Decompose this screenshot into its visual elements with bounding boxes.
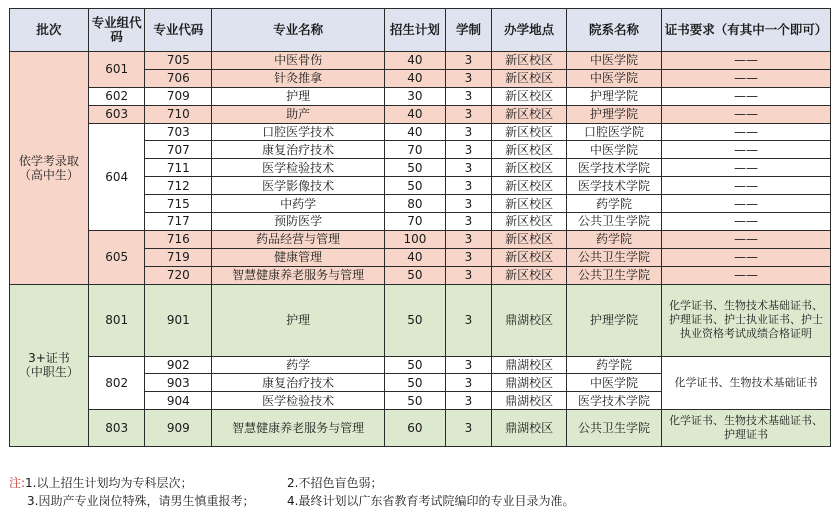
major-code: 705 [145, 52, 212, 70]
table-row [10, 52, 831, 70]
major-name: 口腔医学技术 [212, 123, 385, 141]
campus: 鼎湖校区 [492, 374, 567, 392]
major-name: 健康管理 [212, 248, 385, 266]
campus: 新区校区 [492, 69, 567, 87]
group-cell-601: 601 [88, 52, 145, 88]
dept: 药学院 [567, 195, 662, 213]
campus: 新区校区 [492, 230, 567, 248]
cert: —— [662, 69, 831, 87]
campus: 鼎湖校区 [492, 392, 567, 410]
major-code: 909 [145, 410, 212, 447]
campus: 新区校区 [492, 266, 567, 284]
years: 3 [445, 159, 492, 177]
table-row [10, 105, 831, 123]
years: 3 [445, 266, 492, 284]
campus: 鼎湖校区 [492, 410, 567, 447]
table-row [10, 410, 831, 447]
campus: 新区校区 [492, 248, 567, 266]
plan-count: 40 [385, 52, 446, 70]
header-campus: 办学地点 [492, 9, 567, 52]
dept: 药学院 [567, 230, 662, 248]
cert: 化学证书、生物技术基础证书、护理证书、护士执业证书、护士执业资格考试成绩合格证明 [662, 284, 831, 356]
major-name: 智慧健康养老服务与管理 [212, 266, 385, 284]
years: 3 [445, 87, 492, 105]
table-row [10, 284, 831, 356]
major-code: 719 [145, 248, 212, 266]
footnotes [9, 474, 575, 510]
cert: —— [662, 266, 831, 284]
years: 3 [445, 69, 492, 87]
years: 3 [445, 141, 492, 159]
cert: —— [662, 123, 831, 141]
major-name: 护理 [212, 284, 385, 356]
dept: 医学技术学院 [567, 392, 662, 410]
campus: 鼎湖校区 [492, 284, 567, 356]
enrollment-plan-table [9, 8, 831, 447]
campus: 新区校区 [492, 213, 567, 231]
campus: 新区校区 [492, 105, 567, 123]
table-row [10, 230, 831, 248]
years: 3 [445, 248, 492, 266]
header-dept: 院系名称 [567, 9, 662, 52]
header-plan: 招生计划 [385, 9, 446, 52]
group-cell-803: 803 [88, 410, 145, 447]
footnote-line-1 [9, 474, 383, 492]
footnote-line-2 [9, 492, 575, 510]
plan-count: 50 [385, 159, 446, 177]
plan-count: 50 [385, 284, 446, 356]
major-name: 中药学 [212, 195, 385, 213]
dept: 中医学院 [567, 141, 662, 159]
major-code: 901 [145, 284, 212, 356]
plan-count: 30 [385, 87, 446, 105]
dept: 公共卫生学院 [567, 248, 662, 266]
header-row [10, 9, 831, 52]
major-code: 715 [145, 195, 212, 213]
header-years: 学制 [445, 9, 492, 52]
note-2: 2.不招色盲色弱； [287, 476, 383, 490]
plan-count: 50 [385, 356, 446, 374]
group-cell-602: 602 [88, 87, 145, 105]
note-4: 4.最终计划以广东省教育考试院编印的专业目录为准。 [287, 494, 575, 508]
major-name: 智慧健康养老服务与管理 [212, 410, 385, 447]
batch-cell-zhongzhi: 3+证书（中职生） [10, 284, 89, 447]
major-name: 针灸推拿 [212, 69, 385, 87]
years: 3 [445, 410, 492, 447]
campus: 新区校区 [492, 195, 567, 213]
header-cert: 证书要求（有其中一个即可） [662, 9, 831, 52]
dept: 口腔医学院 [567, 123, 662, 141]
major-name: 助产 [212, 105, 385, 123]
major-code: 716 [145, 230, 212, 248]
cert: 化学证书、生物技术基础证书、护理证书 [662, 410, 831, 447]
major-name: 药学 [212, 356, 385, 374]
campus: 新区校区 [492, 87, 567, 105]
cert: —— [662, 213, 831, 231]
major-code: 717 [145, 213, 212, 231]
major-code: 903 [145, 374, 212, 392]
dept: 中医学院 [567, 52, 662, 70]
plan-count: 70 [385, 213, 446, 231]
group-cell-604: 604 [88, 123, 145, 230]
plan-count: 40 [385, 248, 446, 266]
cert: —— [662, 177, 831, 195]
major-name: 医学影像技术 [212, 177, 385, 195]
plan-count: 50 [385, 177, 446, 195]
cert: —— [662, 159, 831, 177]
years: 3 [445, 195, 492, 213]
cert: —— [662, 87, 831, 105]
group-cell-605: 605 [88, 230, 145, 284]
cert: —— [662, 52, 831, 70]
campus: 新区校区 [492, 159, 567, 177]
plan-count: 50 [385, 392, 446, 410]
years: 3 [445, 230, 492, 248]
dept: 护理学院 [567, 87, 662, 105]
plan-count: 70 [385, 141, 446, 159]
years: 3 [445, 105, 492, 123]
table-row [10, 87, 831, 105]
years: 3 [445, 213, 492, 231]
table-row [10, 356, 831, 374]
dept: 中医学院 [567, 374, 662, 392]
major-code: 902 [145, 356, 212, 374]
cert: —— [662, 248, 831, 266]
major-code: 710 [145, 105, 212, 123]
plan-count: 60 [385, 410, 446, 447]
dept: 公共卫生学院 [567, 266, 662, 284]
header-group-code: 专业组代码 [88, 9, 145, 52]
header-major-name: 专业名称 [212, 9, 385, 52]
major-code: 703 [145, 123, 212, 141]
note-3: 3.因助产专业岗位特殊，请男生慎重报考； [27, 494, 255, 508]
major-code: 720 [145, 266, 212, 284]
dept: 护理学院 [567, 105, 662, 123]
note-1: 1.以上招生计划均为专科层次； [25, 476, 193, 490]
campus: 新区校区 [492, 123, 567, 141]
cert: —— [662, 230, 831, 248]
campus: 新区校区 [492, 141, 567, 159]
major-code: 712 [145, 177, 212, 195]
campus: 鼎湖校区 [492, 356, 567, 374]
major-name: 医学检验技术 [212, 392, 385, 410]
campus: 新区校区 [492, 52, 567, 70]
major-code: 706 [145, 69, 212, 87]
years: 3 [445, 52, 492, 70]
major-name: 中医骨伤 [212, 52, 385, 70]
years: 3 [445, 284, 492, 356]
major-name: 预防医学 [212, 213, 385, 231]
header-batch: 批次 [10, 9, 89, 52]
plan-count: 100 [385, 230, 446, 248]
dept: 公共卫生学院 [567, 213, 662, 231]
major-name: 药品经营与管理 [212, 230, 385, 248]
group-cell-801: 801 [88, 284, 145, 356]
years: 3 [445, 123, 492, 141]
major-code: 707 [145, 141, 212, 159]
cert: —— [662, 141, 831, 159]
header-major-code: 专业代码 [145, 9, 212, 52]
major-code: 904 [145, 392, 212, 410]
years: 3 [445, 177, 492, 195]
plan-count: 80 [385, 195, 446, 213]
plan-count: 40 [385, 69, 446, 87]
note-prefix: 注: [9, 476, 26, 490]
group-cell-802: 802 [88, 356, 145, 410]
major-code: 709 [145, 87, 212, 105]
plan-count: 50 [385, 266, 446, 284]
years: 3 [445, 356, 492, 374]
table-row [10, 123, 831, 141]
campus: 新区校区 [492, 177, 567, 195]
dept: 医学技术学院 [567, 159, 662, 177]
batch-cell-gaokao: 依学考录取（高中生） [10, 52, 89, 285]
group-cell-603: 603 [88, 105, 145, 123]
cert: —— [662, 105, 831, 123]
years: 3 [445, 374, 492, 392]
dept: 公共卫生学院 [567, 410, 662, 447]
dept: 医学技术学院 [567, 177, 662, 195]
plan-count: 40 [385, 123, 446, 141]
cert: —— [662, 195, 831, 213]
dept: 药学院 [567, 356, 662, 374]
plan-count: 40 [385, 105, 446, 123]
cert: 化学证书、生物技术基础证书 [662, 356, 831, 410]
major-code: 711 [145, 159, 212, 177]
major-name: 康复治疗技术 [212, 141, 385, 159]
plan-count: 50 [385, 374, 446, 392]
years: 3 [445, 392, 492, 410]
dept: 护理学院 [567, 284, 662, 356]
major-name: 康复治疗技术 [212, 374, 385, 392]
major-name: 护理 [212, 87, 385, 105]
major-name: 医学检验技术 [212, 159, 385, 177]
dept: 中医学院 [567, 69, 662, 87]
